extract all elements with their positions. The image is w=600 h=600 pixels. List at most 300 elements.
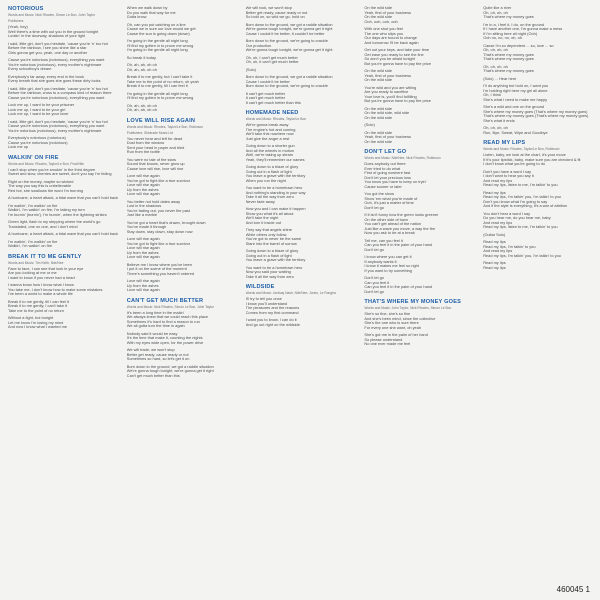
lyric-line: It's the time that make it, counting the nights [126,336,203,340]
lyric-line: Cause you're notorious (notorious) [8,140,68,145]
lyric-line: Now you ask to be at a break [364,231,415,235]
lyric-line: Love will rise again [126,237,160,241]
lyric-line: If you want to try something [364,268,412,273]
lyric-line: Show you what it's all about [245,211,294,216]
lyric-line: Everybody's far away, every end in the book [8,74,84,79]
lyric-stanza [8,204,119,218]
lyric-line: You're fading out, you never the past [126,208,190,213]
lyric-line: We'll take the night [245,216,279,220]
lyric-stanza [8,267,119,281]
lyric-line: Read my lips [483,265,506,270]
song-credit: Words and Music: Nick Rhodes, Simon Le Bon, John Taylor [8,13,96,17]
lyric-line: (Solo) [364,123,375,127]
lyric-line: Cause the sun is going down (down) [126,31,190,36]
lyric-line: Every schoolboy's dream [8,67,52,71]
lyric-line: Love will rise again [126,255,160,259]
lyric-line: Love will rise again [126,174,160,178]
lyric-stanza [483,212,594,230]
song-title: READ MY LIPS [483,140,526,146]
lyric-line: On the wild side [364,106,393,111]
lyric-line: Love will rise again [126,288,160,292]
lyric-line: I can't stop when you're smokin' in the third degree [8,167,96,172]
song-block [364,6,475,144]
lyric-line: The way you say this is unbelievable [8,184,72,188]
lyric-stanza [483,65,594,74]
lyric-line: Girls gonna get you, yeah, one day or another [8,50,88,55]
lyric-line: Cause I couldn't be better [245,79,290,84]
lyric-line: Can't get much better than this [126,373,180,378]
lyric-line: On the wild side [364,78,393,82]
lyric-line: How you and I can make it happen [245,207,306,211]
lyric-stanza [8,42,119,56]
lyric-stanza [364,333,475,347]
lyric-line: Cause I couldn't be better, it couldn't be better [245,31,325,36]
lyric-line: Oh, ah, ah, oh oh [126,63,157,67]
lyric-line: Just like a marble [126,213,158,217]
lyric-stanza [127,221,238,235]
lyric-line: So break it today [126,55,156,60]
lyric-line: On the wild side [364,115,393,120]
lyric-line: I want you to know, I can do it [245,318,297,322]
lyric-line: Cause you're notorious (notorious), everything you want [8,124,105,128]
lyric-line: I'll do anything but hold on, I want you [483,84,549,88]
lyric-line: While others only follow [245,232,287,237]
lyric-stanza [246,228,357,246]
lyric-line: Read my lips, I'm talkin' you, I'm talkin' to you [483,195,561,199]
lyrics-column [8,6,119,594]
lyric-line: Oh, oh, oh, oh [483,48,508,52]
lyric-line: I said, little girl, don't you hesitate, 'cause you're 'n' too hot [8,119,108,124]
lyric-line: You better not hold dates away [126,199,181,204]
lyric-line: Run, Bye, Sweat, Wipe and Goodbye [483,130,548,135]
lyric-line: Up from the ashes [126,250,159,255]
song-credit: Words and Music: John Taylor, Nick Rhodes, Simon Le Bon [364,306,452,310]
lyric-stanza [8,25,119,39]
lyric-stanza [127,104,238,113]
lyric-stanza [127,56,238,61]
lyric-stanza [127,279,238,293]
lyric-line: Take it all the way from zero [245,274,294,279]
lyric-line: They say that angels shine [245,228,292,232]
lyric-line: Better get ready, cause ready or not [245,10,308,15]
lyric-stanza [246,92,357,106]
lyric-line: Sweet and slow, cherries are sweet, don't you say I'm hiding [8,172,112,176]
lyric-line: Everybody's notorious (notorious) [8,136,66,140]
lyric-line: And all the wheels in motion [245,148,295,153]
lyric-stanza [246,75,357,89]
lyric-line: I said, little girl, don't you hesitate, 'cause you're 'n' too hot [8,41,108,46]
lyric-stanza [483,261,594,270]
lyric-line: You've got to fight like a true survivor [126,178,191,183]
lyric-line: Sent your head in paper and bled [126,145,185,150]
lyric-line: Break it to me gently, but I can't take it [126,75,193,79]
lyric-stanza [8,87,119,101]
lyric-line: Take it all the way from zero [245,195,294,199]
lyric-line: You're notorious (notorious), every mother's nightmare [8,128,102,133]
lyric-stanza [127,311,238,329]
lyric-stanza [364,192,475,210]
lyric-line: I'm walkin', I'm walkin' on fire [8,203,58,208]
lyric-line: So please understand [364,337,403,342]
lyric-line: Break it to me gently, till I can feel it [126,84,188,88]
lyric-line: Do you walk that way for me [126,10,176,15]
lyric-line: Face to face, I can see that look in your eye [8,266,84,271]
lyric-stanza [364,276,475,294]
lyric-line: That's where my money goes [483,15,534,19]
lyric-line: I'm walkin', I'm walkin' on fire [8,239,58,244]
lyric-stanza [483,23,594,41]
lyric-line: Going down to a shorter gun [245,144,295,148]
lyric-line: Walkin', I'm walkin' on fire, I'm taking my turn [8,208,85,212]
lyric-line: Cause we in sure our love would we get [126,27,196,31]
lyric-line: Oh, oh, oh, oh [483,126,508,130]
lyric-line: Comes from my first command [245,310,299,315]
lyric-line: Right on the money, maybe so wicked [8,179,74,184]
lyric-line: But you're gonna have to pay the price [364,61,431,66]
lyric-line: I put it on the scene of the moment [126,267,187,271]
lyric-stanza [483,240,594,258]
lyric-stanza [364,131,475,145]
lyric-line: We all gotta turn the time in again [126,324,185,328]
lyric-line: We're gonna tough tonight, we're gonna get it right [245,48,333,52]
lyric-line: No one ever made me feel [364,342,411,346]
lyric-stanza [8,180,119,194]
lyric-line: (Yeah, hey) [8,25,28,29]
lyric-line: I want to know if you never had a heart [8,275,75,280]
lyric-line: She's a wild and one on the ground [483,105,545,109]
lyric-stanza [364,27,475,45]
song-block [246,110,357,279]
lyric-stanza [8,58,119,72]
lyric-stanza [127,39,238,53]
lyric-line: It can't get much better than this [245,100,301,105]
lyric-stanza [483,126,594,135]
lyric-line: You can't get ahead of the nation [364,222,422,226]
lyric-line: You've got a heart that's drawn, brought down [126,220,206,225]
song-block [8,254,119,330]
lyric-stanza [364,312,475,330]
lyric-line: So bold on, so wild we go, hold on [245,15,305,19]
lyric-line: You leave a grave with the territory [245,174,306,178]
lyric-line: Love will rise again [126,279,160,283]
lyric-line: Sometimes it's hard to find a reason to run [126,319,200,324]
lyric-stanza [8,103,119,117]
lyric-line: I know it makes me feel so right [364,264,419,268]
lyric-line: On the wild side [364,15,393,19]
lyric-line: Better get ready, cause ready or not [126,352,189,357]
lyric-stanza [127,174,238,197]
lyric-line: When you run the night [245,178,286,183]
lyric-line: I wanna know how I know what I know [8,283,74,287]
lyric-line: Read my lips [483,190,506,195]
lyric-line: Cause you're notorious (notorious), everything you want [8,58,105,62]
lyric-line: It's been a long time in the makin' [126,310,185,315]
lyric-line: Show 'em what you're made of [364,196,418,201]
lyrics-column [246,6,357,594]
lyric-line: She's where my money goes (That's where my money goes) [483,109,588,114]
lyric-line: We're gonna tough tonight, we're gonna get it right [245,27,333,31]
song-credit: Words and Music: Nile/Nee, Nick Rhodes, Robinson [364,156,441,160]
lyric-line: Up from the ashes [126,283,159,288]
lyric-line: First of going nowhere fast [364,171,411,175]
lyric-line: Walkin', I'm walkin' on fire [8,244,53,248]
lyric-line: That's where my money goes [483,69,534,73]
lyric-line: Lookin' in the doorway, shadows of your light [8,34,86,38]
lyric-line: Don't you have a word I say [483,169,532,174]
lyric-stanza [364,162,475,189]
lyric-line: Before the rainbow, I see you shine like a star [8,46,87,50]
lyrics-column [483,6,594,594]
lyric-line: I'm burnin' (burnin'), I'm burnin', when the lightning strikes [8,212,107,217]
lyric-stanza [483,233,594,238]
lyric-line: You know you have to keep on tryin' [364,180,427,184]
lyric-line: Yeah, first of your business [364,73,411,78]
lyrics-column [364,6,475,594]
lyric-line: Listen, baby, we look at the chart, it's your move [483,153,566,157]
lyric-line: Lock me up, I want to be your lover [8,112,69,116]
lyric-line: Translated, one on one, and I don't mind [8,224,78,229]
lyric-line: Green light, flash to my stepping where the world's go [8,220,101,224]
lyric-line: Up from the ashes [126,187,159,192]
lyric-line: On the wild side [364,139,393,144]
lyric-stanza [364,123,475,128]
catalog-number: 460045 1 [556,585,590,594]
lyric-line: If I'm sitting here all night (Ooh) [483,31,538,36]
lyric-line: Quite like a river [483,6,512,10]
lyric-line: Our production [245,43,272,48]
lyric-line: Get out your keys, and take your time [364,48,430,52]
song-block [483,140,594,270]
lyric-line: On the wild side [364,69,393,73]
lyric-line: I'll find my gotten in to prove me wrong [126,96,194,100]
lyric-line: Are you looking at me or me [8,271,57,275]
lyric-line: Born down to the ground, we got a raddle situation [126,364,214,369]
song-title: WALKIN' ON FIRE [8,154,59,161]
lyric-line: Gotta know [126,15,147,19]
lyric-stanza [246,297,357,315]
lyric-line: Your love is, you'll find fulfilling [364,94,417,99]
song-title: CAN'T GET MUCH BETTER [126,297,204,304]
song-block [127,118,238,293]
lyric-line: I don't want to hear you say it [483,174,534,178]
lyric-stanza [8,220,119,229]
lyric-line: (Solo) ... Hear here [483,76,517,81]
lyric-line: Read my lips, I'm talkin' you, I'm talkin' to you [483,253,561,258]
lyric-line: Well, we're taking up steam [245,153,293,157]
lyric-stanza [8,75,119,84]
lyric-stanza [364,86,475,104]
song-credit: Publishers [8,19,24,23]
lyric-stanza [246,249,357,263]
lyric-line: Going down to a blaze of glory [245,249,299,253]
lyric-line: Lock me up [8,145,29,149]
song-block [364,149,475,294]
lyric-stanza [246,123,357,141]
lyric-line: A hurricane, a heart attack, a tidal wave that you can't hold back [8,232,118,236]
lyric-line: Yeah, first of your business [364,10,411,15]
lyric-line: You've got to fight like a true survivor [126,241,191,246]
lyric-stanza [8,120,119,134]
lyric-line: (Solo) [245,67,256,72]
lyric-line: Every breath that she goes she goes these dirty looks [8,79,101,83]
lyric-line: And she's been mind, since the collective [364,316,436,321]
lyric-line: Ever tried to do what [364,166,401,171]
lyric-line: You're wild and you are willing [364,85,417,90]
lyric-line: That's where my money goes [483,57,534,61]
lyric-stanza [127,365,238,379]
lyric-stanza [483,6,594,20]
lyric-line: I know you'll understand [245,301,288,306]
lyric-line: She's got me in the palm of her hand [364,333,428,337]
song-title: NOTORIOUS [8,6,44,12]
lyric-line: Lost in the shadows [126,204,162,208]
lyric-stanza [127,348,238,362]
lyric-line: Cause sooner or later [364,184,402,189]
lyric-line: Take me to the point of no return, oh yeah [126,79,199,84]
lyric-line: Can you feel it [364,280,390,285]
lyric-line: Stare into the barrel of sorrow [245,241,297,246]
lyric-line: Oh, oh, oh, oh [483,64,508,69]
lyric-line: Ooh, ooh, ooh, ooh [364,19,398,24]
lyric-line: Cause you're notorious (notorious), everything you want [8,95,105,100]
song-title: WILDSIDE [245,284,275,290]
lyric-line: And read my lips [483,178,513,183]
lyric-line: Sometimes so hard, so let's get it on [126,357,190,361]
lyric-line: Read my lips, listen to me, I'm talkin' to you [483,225,558,229]
song-title: DON'T LET GO [364,149,407,155]
lyric-stanza [246,56,357,65]
lyric-line: So don't you be afraid tonight [364,57,415,61]
lyric-line: You're notorious (notorious), every mother's nightmare [8,62,102,67]
lyric-line: I'm going in the gentle all night long [126,91,188,96]
lyric-stanza [364,69,475,83]
lyric-line: And read my lips [483,249,513,253]
lyric-stanza [8,283,119,297]
song-credit: Words and Music: Rhodes, Taylor/Le Bon, Prod/Nile [8,161,84,166]
lyric-stanza [8,316,119,330]
song-credit: Words and Music: Rhodes, Taylor/Le Bon [245,117,307,121]
lyric-line: And nothing's standing in your way [245,190,306,195]
lyric-stanza [483,77,594,82]
lyric-line: She's the one who is sure there [364,321,419,325]
lyric-line: Dust from the window [126,141,165,145]
lyric-line: Oh, ah, ah, oh oh [126,103,157,108]
lyric-line: A hurricane, a heart attack, a tidal wave that you can't hold back [8,196,118,200]
lyric-line: Just like a wave you move, a way the fire [364,226,436,231]
lyric-line: Oh, oh, I can't get much better [245,55,298,60]
lyric-line: The one who slips you [364,31,404,36]
lyric-line: Don't let your precious loss [364,175,411,180]
lyric-line: Going out in a flash of light [245,169,292,174]
lyric-line: I know where you can get it [364,255,412,259]
lyric-line: Going down to a blaze of glory [245,165,299,169]
lyric-stanza [127,75,238,89]
lyric-line: Lock me up, I want to be your girl [8,107,66,112]
lyric-line: Oh, I think [483,93,501,97]
lyric-line: Yeah, they'll remember our names [245,157,305,162]
lyric-line: And if the style is everything, it's a war of attrition [483,204,568,208]
lyric-line: Born down to the ground, we got a raddle situation [245,75,333,79]
song-credit: Words and Music: Rhodes, Taylor/Le Bon, Robinson [483,147,560,151]
lyric-line: That's where my money goes (That's where my money goes) [483,114,589,118]
lyric-stanza [483,105,594,123]
lyric-stanza [483,84,594,102]
lyric-line: Now you said your waiting [245,270,291,274]
lyric-line: Read my lips [483,240,506,244]
song-block [246,284,357,327]
lyric-line: Run from the bottle [126,150,160,154]
song-block [8,6,119,150]
lyric-line: Born down to the ground, we got a raddle situation [245,22,333,27]
lyric-line: We're gonna tough tonight, we're gonna get it right [126,369,214,373]
lyric-line: Don't let go [364,247,384,252]
lyric-line: Don't let go [364,289,384,294]
lyric-line: Oh, oh, oh, oh [483,10,508,15]
lyric-line: Born down to the ground, we're going to crackle [245,39,328,43]
lyric-stanza [364,6,475,24]
lyric-line: Oh, oh, it can't get much better [245,60,299,64]
lyric-line: And tomorrow I'll be back again [364,40,419,45]
song-block [127,6,238,113]
lyric-line: But you're gonna have to pay the price [364,99,431,103]
lyric-line: You want to be a hometown hero [245,186,303,190]
lyric-stanza [8,136,119,150]
lyric-line: On the other side of town [364,217,408,222]
lyric-stanza [127,158,238,172]
lyric-line: Get ease you ready to see the line [364,52,424,57]
lyric-stanza [246,39,357,53]
lyric-line: Our days are bound to change [364,36,417,40]
lyric-stanza [364,255,475,273]
lyric-stanza [127,237,238,260]
lyric-stanza [483,191,594,209]
lyric-line: Going out in a flash of light [245,253,292,258]
lyric-line: It can't get much better [245,91,286,96]
song-credit: Words and Music: Rhodes, Taylor/Le Bon, Robinson [126,124,204,129]
lyric-line: If anybody wants it [364,259,397,264]
lyric-line: I've been a world to make a whole life [8,292,73,296]
song-title: LOVE WILL RISE AGAIN [126,117,196,124]
lyric-line: Lock me up, I want to be your prisoner [8,103,75,107]
lyric-line: If I have another one, I'm gonna make a mess [483,27,563,31]
lyric-line: I'm going in the gentle all night long [126,39,188,43]
lyric-line: She's what it ends [483,118,515,123]
lyric-line: Cause love will rise, love will rise [126,166,184,171]
lyric-stanza [127,92,238,101]
lyric-line: Does anybody out there [364,162,406,166]
lyric-line: I'll try to tell you once [245,297,282,301]
lyric-line: Oh, ah, ah, oh oh [126,67,157,72]
lyric-line: Do you hear me, do you hear me, baby [483,216,551,220]
lyric-line: Can you feel it in the palm of your hand [364,285,433,289]
lyric-stanza [127,6,238,20]
lyric-stanza [246,207,357,225]
lyric-line: It can't get much better [245,96,286,100]
lyric-line: Born down to the ground, we're going to crackle [245,84,328,88]
lyric-stanza [364,48,475,66]
lyric-line: Yeah, first of your business [364,135,411,139]
lyric-line: Love will rise again [126,183,160,187]
lyric-line: You got the show [364,192,395,196]
lyric-line: With one shot you feel [364,27,403,31]
lyric-line: You don't hear a word I say [483,211,531,216]
lyric-line: Don't let go [364,205,384,210]
lyric-stanza [8,240,119,249]
song-title: HOMEMADE NEED [245,110,299,116]
lyric-line: Love will rise again [126,192,160,196]
lyric-line: Break it to me gently, till I can feel it [8,299,69,304]
song-block [8,155,119,249]
